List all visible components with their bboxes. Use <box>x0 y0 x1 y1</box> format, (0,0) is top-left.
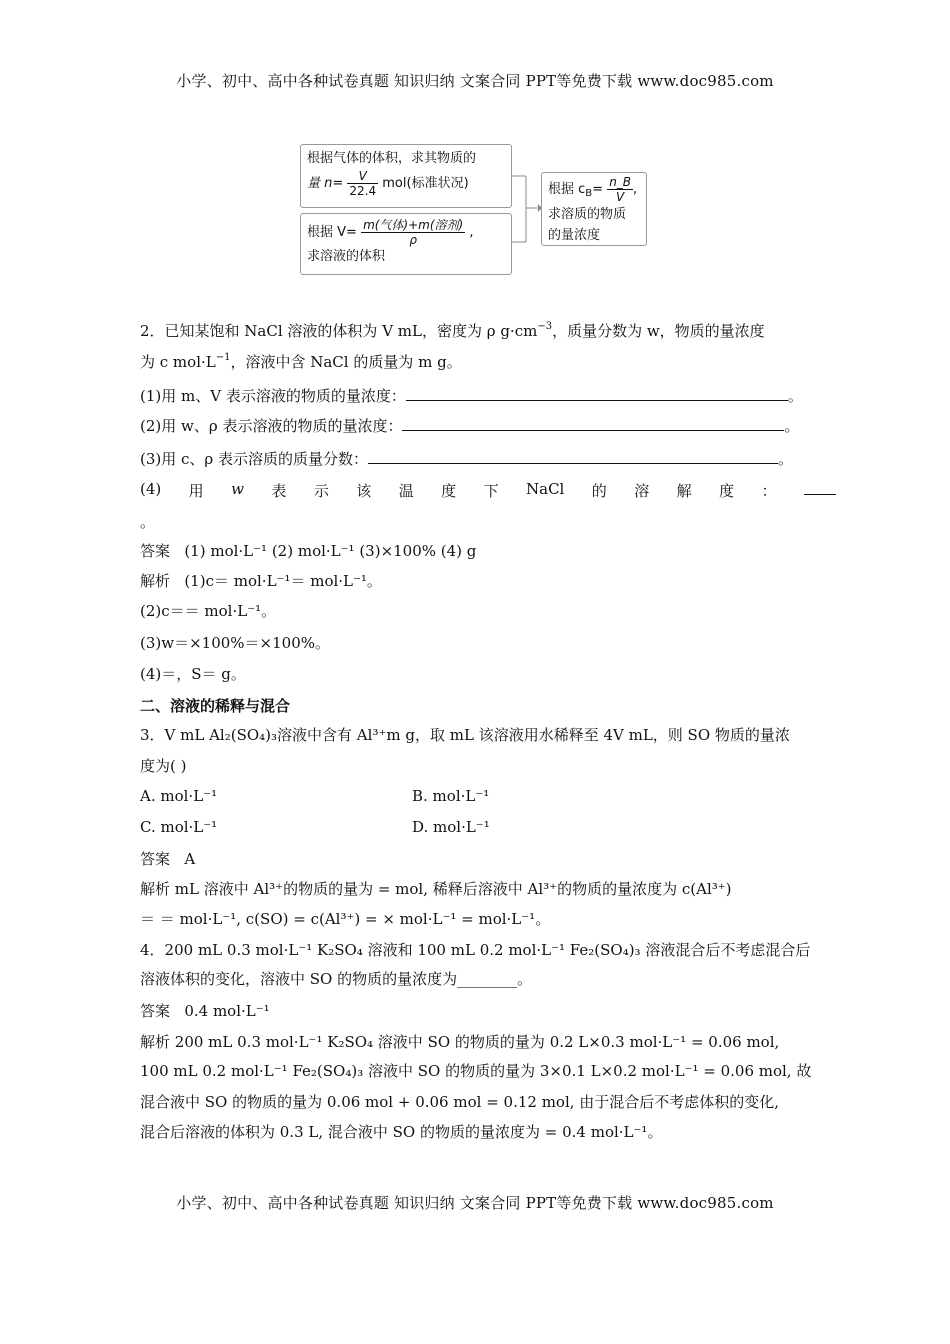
box1-line2 <box>307 169 505 198</box>
answer-label: 答案 <box>140 850 171 868</box>
q2-part4-word: 度 <box>719 482 735 500</box>
page-footer: 小学、初中、高中各种试卷真题 知识归纳 文案合同 PPT等免费下载 www.doc985.com <box>176 1194 774 1212</box>
q4-stem-line2: 溶液体积的变化，溶液中 SO 的物质的量浓度为________。 <box>140 970 533 988</box>
box1-numerator: V <box>347 169 378 184</box>
q4-analysis4: 混合后溶液的体积为 0.3 L, 混合液中 SO 的物质的量浓度为 = 0.4 mol·L⁻¹。 <box>140 1123 663 1141</box>
q3-option-d[interactable]: D. mol·L⁻¹ <box>412 818 490 836</box>
section-title: 二、溶液的稀释与混合 <box>140 697 291 715</box>
q2-analysis2: (2)c＝＝ mol·L⁻¹。 <box>140 602 277 620</box>
q2-part2-blank[interactable] <box>402 416 784 431</box>
q2-part4-word: 示 <box>313 482 329 500</box>
q2-part2-text: (2)用 w、ρ 表示溶液的物质的量浓度： <box>140 417 403 435</box>
q2-stem-line2 <box>140 352 462 372</box>
q3-analysis2: ＝ ＝ mol·L⁻¹, c(SO) = c(Al³⁺) = × mol·L⁻¹ = mol·L⁻¹。 <box>140 910 551 928</box>
q2-part2 <box>140 416 799 436</box>
q2-line2-sup: −1 <box>215 352 231 363</box>
q2-part4-word: 度 <box>441 482 457 500</box>
diagram-box-solution-volume <box>300 213 512 275</box>
q2-stem-line1 <box>140 321 765 341</box>
diagram-connector-arrow <box>512 170 542 246</box>
q3-option-a[interactable]: A. mol·L⁻¹ <box>140 787 218 805</box>
q2-part3-blank[interactable] <box>368 449 778 464</box>
box3-formula-lhs: 根据 c <box>548 182 586 197</box>
q2-line1-sup: −3 <box>537 321 553 332</box>
q2-line1-text: 2．已知某饱和 NaCl 溶液的体积为 V mL，密度为 ρ g·cm <box>140 322 538 340</box>
diagram-box-gas-volume <box>300 144 512 208</box>
box2-numerator: m(气体)+m(溶剂) <box>363 218 464 232</box>
q3-option-c[interactable]: C. mol·L⁻¹ <box>140 818 218 836</box>
q3-analysis1 <box>140 879 732 899</box>
box3-fraction <box>607 175 633 204</box>
q2-analysis1 <box>140 571 382 591</box>
box1-fraction <box>347 169 378 198</box>
box2-line1 <box>307 218 505 247</box>
q2-part3 <box>140 449 793 469</box>
q2-part2-end: 。 <box>784 417 800 435</box>
q2-part1 <box>140 386 803 406</box>
answer-label: 答案 <box>140 542 171 560</box>
box1-denominator: 22.4 <box>349 184 377 198</box>
q2-line1-tail: ，质量分数为 w，物质的量浓度 <box>552 322 765 340</box>
q2-part4-word: NaCl <box>526 480 565 498</box>
q2-part4-end: 。 <box>140 513 156 531</box>
q2-part4-word: 解 <box>676 482 692 500</box>
q2-part4-word: w <box>231 480 244 498</box>
q2-part3-text: (3)用 c、ρ 表示溶质的质量分数： <box>140 450 369 468</box>
q2-part4-blank[interactable] <box>804 480 836 495</box>
diagram-box-molarity <box>541 172 647 246</box>
q4-answer-text: 0.4 mol·L⁻¹ <box>184 1002 270 1020</box>
analysis-label: 解析 <box>140 572 171 590</box>
q4-stem-line1: 4．200 mL 0.3 mol·L⁻¹ K₂SO₄ 溶液和 100 mL 0.2 mol·L⁻¹ Fe₂(SO₄)₃ 溶液混合后不考虑混合后 <box>140 941 811 959</box>
q3-analysis1-text: mL 溶液中 Al³⁺的物质的量为 = mol, 稀释后溶液中 Al³⁺的物质的量浓度为 c(Al³⁺) <box>170 880 732 898</box>
q3-stem-line1: 3．V mL Al₂(SO₄)₃溶液中含有 Al³⁺m g，取 mL 该溶液用水稀释至 4V mL，则 SO 物质的量浓 <box>140 726 790 744</box>
box2-comma: , <box>469 225 474 240</box>
q3-option-b[interactable]: B. mol·L⁻¹ <box>412 787 490 805</box>
box2-fraction <box>361 218 465 247</box>
q2-part1-text: (1)用 m、V 表示溶液的物质的量浓度： <box>140 387 406 405</box>
q2-part1-end: 。 <box>787 387 803 405</box>
q4-analysis1 <box>140 1032 779 1052</box>
q2-part4-word: 表 <box>271 482 287 500</box>
q2-part4-word: 用 <box>188 482 204 500</box>
answer-label: 答案 <box>140 1002 171 1020</box>
page-header: 小学、初中、高中各种试卷真题 知识归纳 文案合同 PPT等免费下载 www.doc985.com <box>176 72 774 90</box>
q2-part3-end: 。 <box>778 450 794 468</box>
q4-analysis2: 100 mL 0.2 mol·L⁻¹ Fe₂(SO₄)₃ 溶液中 SO 的物质的量为 3×0.1 L×0.2 mol·L⁻¹ = 0.06 mol, 故 <box>140 1062 812 1080</box>
box3-comma: , <box>633 182 638 197</box>
box3-equals: = <box>592 182 604 197</box>
q4-analysis3: 混合液中 SO 的物质的量为 0.06 mol + 0.06 mol = 0.12 mol, 由于混合后不考虑体积的变化, <box>140 1093 780 1111</box>
box3-line1 <box>548 175 640 204</box>
q2-answer-text: (1) mol·L⁻¹ (2) mol·L⁻¹ (3)×100% (4) g <box>184 542 477 560</box>
q4-answer <box>140 1001 270 1021</box>
q2-part4-word: 下 <box>483 482 499 500</box>
q3-answer-text: A <box>184 850 196 868</box>
q2-analysis1-text: (1)c＝ mol·L⁻¹＝ mol·L⁻¹。 <box>184 572 382 590</box>
q4-analysis1-text: 200 mL 0.3 mol·L⁻¹ K₂SO₄ 溶液中 SO 的物质的量为 0.2 L×0.3 mol·L⁻¹ = 0.06 mol, <box>170 1033 780 1051</box>
q2-answer <box>140 541 476 561</box>
q2-line2-text: 为 c mol·L <box>140 353 216 371</box>
box3-line2: 求溶质的物质 <box>548 207 627 222</box>
box1-unit: mol(标准状况) <box>382 176 469 191</box>
box2-line2: 求溶液的体积 <box>307 249 386 264</box>
box2-denominator: ρ <box>409 233 417 247</box>
q2-analysis4: (4)＝，S＝ g。 <box>140 665 246 683</box>
q2-part1-blank[interactable] <box>406 386 788 401</box>
q3-answer <box>140 849 195 869</box>
q2-part4 <box>140 480 836 501</box>
q2-part4-word: 温 <box>398 482 414 500</box>
box3-line3: 的量浓度 <box>548 228 601 243</box>
q2-line2-tail: ，溶液中含 NaCl 的质量为 m g。 <box>230 353 462 371</box>
box3-subscript: B <box>585 188 593 199</box>
box3-numerator: n_B <box>609 175 632 189</box>
q2-part4-word: 该 <box>356 482 372 500</box>
box1-line1: 根据气体的体积，求其物质的 <box>307 151 477 166</box>
q2-part4-word: ： <box>761 482 777 500</box>
q2-part4-word: 的 <box>591 482 607 500</box>
q3-stem-line2: 度为( ) <box>140 757 187 775</box>
q2-analysis3: (3)w＝×100%＝×100%。 <box>140 634 330 652</box>
analysis-label: 解析 <box>140 1033 171 1051</box>
box3-denominator: V <box>616 190 625 204</box>
q2-part4-word: 溶 <box>634 482 650 500</box>
analysis-label: 解析 <box>140 880 171 898</box>
box1-formula-lhs: 量 n= <box>307 176 344 191</box>
q2-part4-word: (4) <box>140 480 162 498</box>
box2-formula-lhs: 根据 V= <box>307 225 357 240</box>
